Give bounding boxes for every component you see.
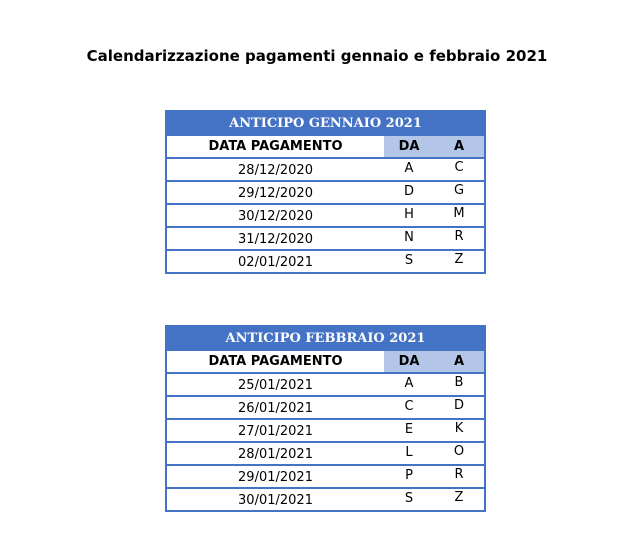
table-row — [167, 487, 484, 510]
cell-to: B — [454, 375, 464, 390]
table-row — [167, 249, 484, 272]
schedule-table-february — [165, 325, 486, 512]
table-header: ANTICIPO FEBBRAIO 2021 — [167, 327, 484, 351]
column-header-date: DATA PAGAMENTO — [167, 136, 384, 157]
cell-date: 29/01/2021 — [238, 470, 313, 485]
cell-date: 28/01/2021 — [238, 447, 313, 462]
cell-from: E — [404, 422, 414, 437]
cell-from: P — [405, 468, 413, 483]
schedule-table-january — [165, 110, 486, 274]
cell-date: 25/01/2021 — [238, 378, 313, 393]
cell-to: M — [453, 206, 465, 221]
column-header-date: DATA PAGAMENTO — [167, 351, 384, 372]
cell-from: H — [404, 207, 414, 222]
table-row — [167, 418, 484, 441]
cell-date: 29/12/2020 — [238, 186, 313, 201]
table-row — [167, 395, 484, 418]
cell-from: S — [404, 491, 414, 506]
cell-from: A — [404, 376, 414, 391]
cell-from: S — [404, 253, 414, 268]
cell-from: A — [404, 161, 414, 176]
page-title: Calendarizzazione pagamenti gennaio e febbraio 2021 — [86, 47, 548, 65]
table-row — [167, 180, 484, 203]
table-row — [167, 226, 484, 249]
table-row — [167, 441, 484, 464]
column-header-to: A — [434, 136, 484, 157]
cell-to: R — [454, 229, 464, 244]
cell-to: O — [453, 444, 465, 459]
cell-from: L — [405, 445, 413, 460]
column-header-row — [167, 351, 484, 372]
cell-to: D — [453, 398, 464, 413]
cell-to: C — [454, 160, 464, 175]
table-row — [167, 464, 484, 487]
cell-to: K — [454, 421, 464, 436]
cell-from: D — [403, 184, 414, 199]
cell-to: G — [453, 183, 465, 198]
table-row — [167, 157, 484, 180]
column-header-to: A — [434, 351, 484, 372]
cell-to: Z — [454, 252, 464, 267]
cell-date: 30/12/2020 — [238, 209, 313, 224]
cell-from: N — [404, 230, 414, 245]
cell-date: 02/01/2021 — [238, 255, 313, 270]
cell-date: 31/12/2020 — [238, 232, 313, 247]
table-row — [167, 372, 484, 395]
cell-date: 27/01/2021 — [238, 424, 313, 439]
cell-date: 30/01/2021 — [238, 493, 313, 508]
table-row — [167, 203, 484, 226]
cell-to: Z — [454, 490, 464, 505]
cell-date: 26/01/2021 — [238, 401, 313, 416]
column-header-from: DA — [384, 136, 434, 157]
column-header-from: DA — [384, 351, 434, 372]
cell-to: R — [454, 467, 464, 482]
cell-date: 28/12/2020 — [238, 163, 313, 178]
cell-from: C — [404, 399, 414, 414]
table-header: ANTICIPO GENNAIO 2021 — [167, 112, 484, 136]
column-header-row — [167, 136, 484, 157]
